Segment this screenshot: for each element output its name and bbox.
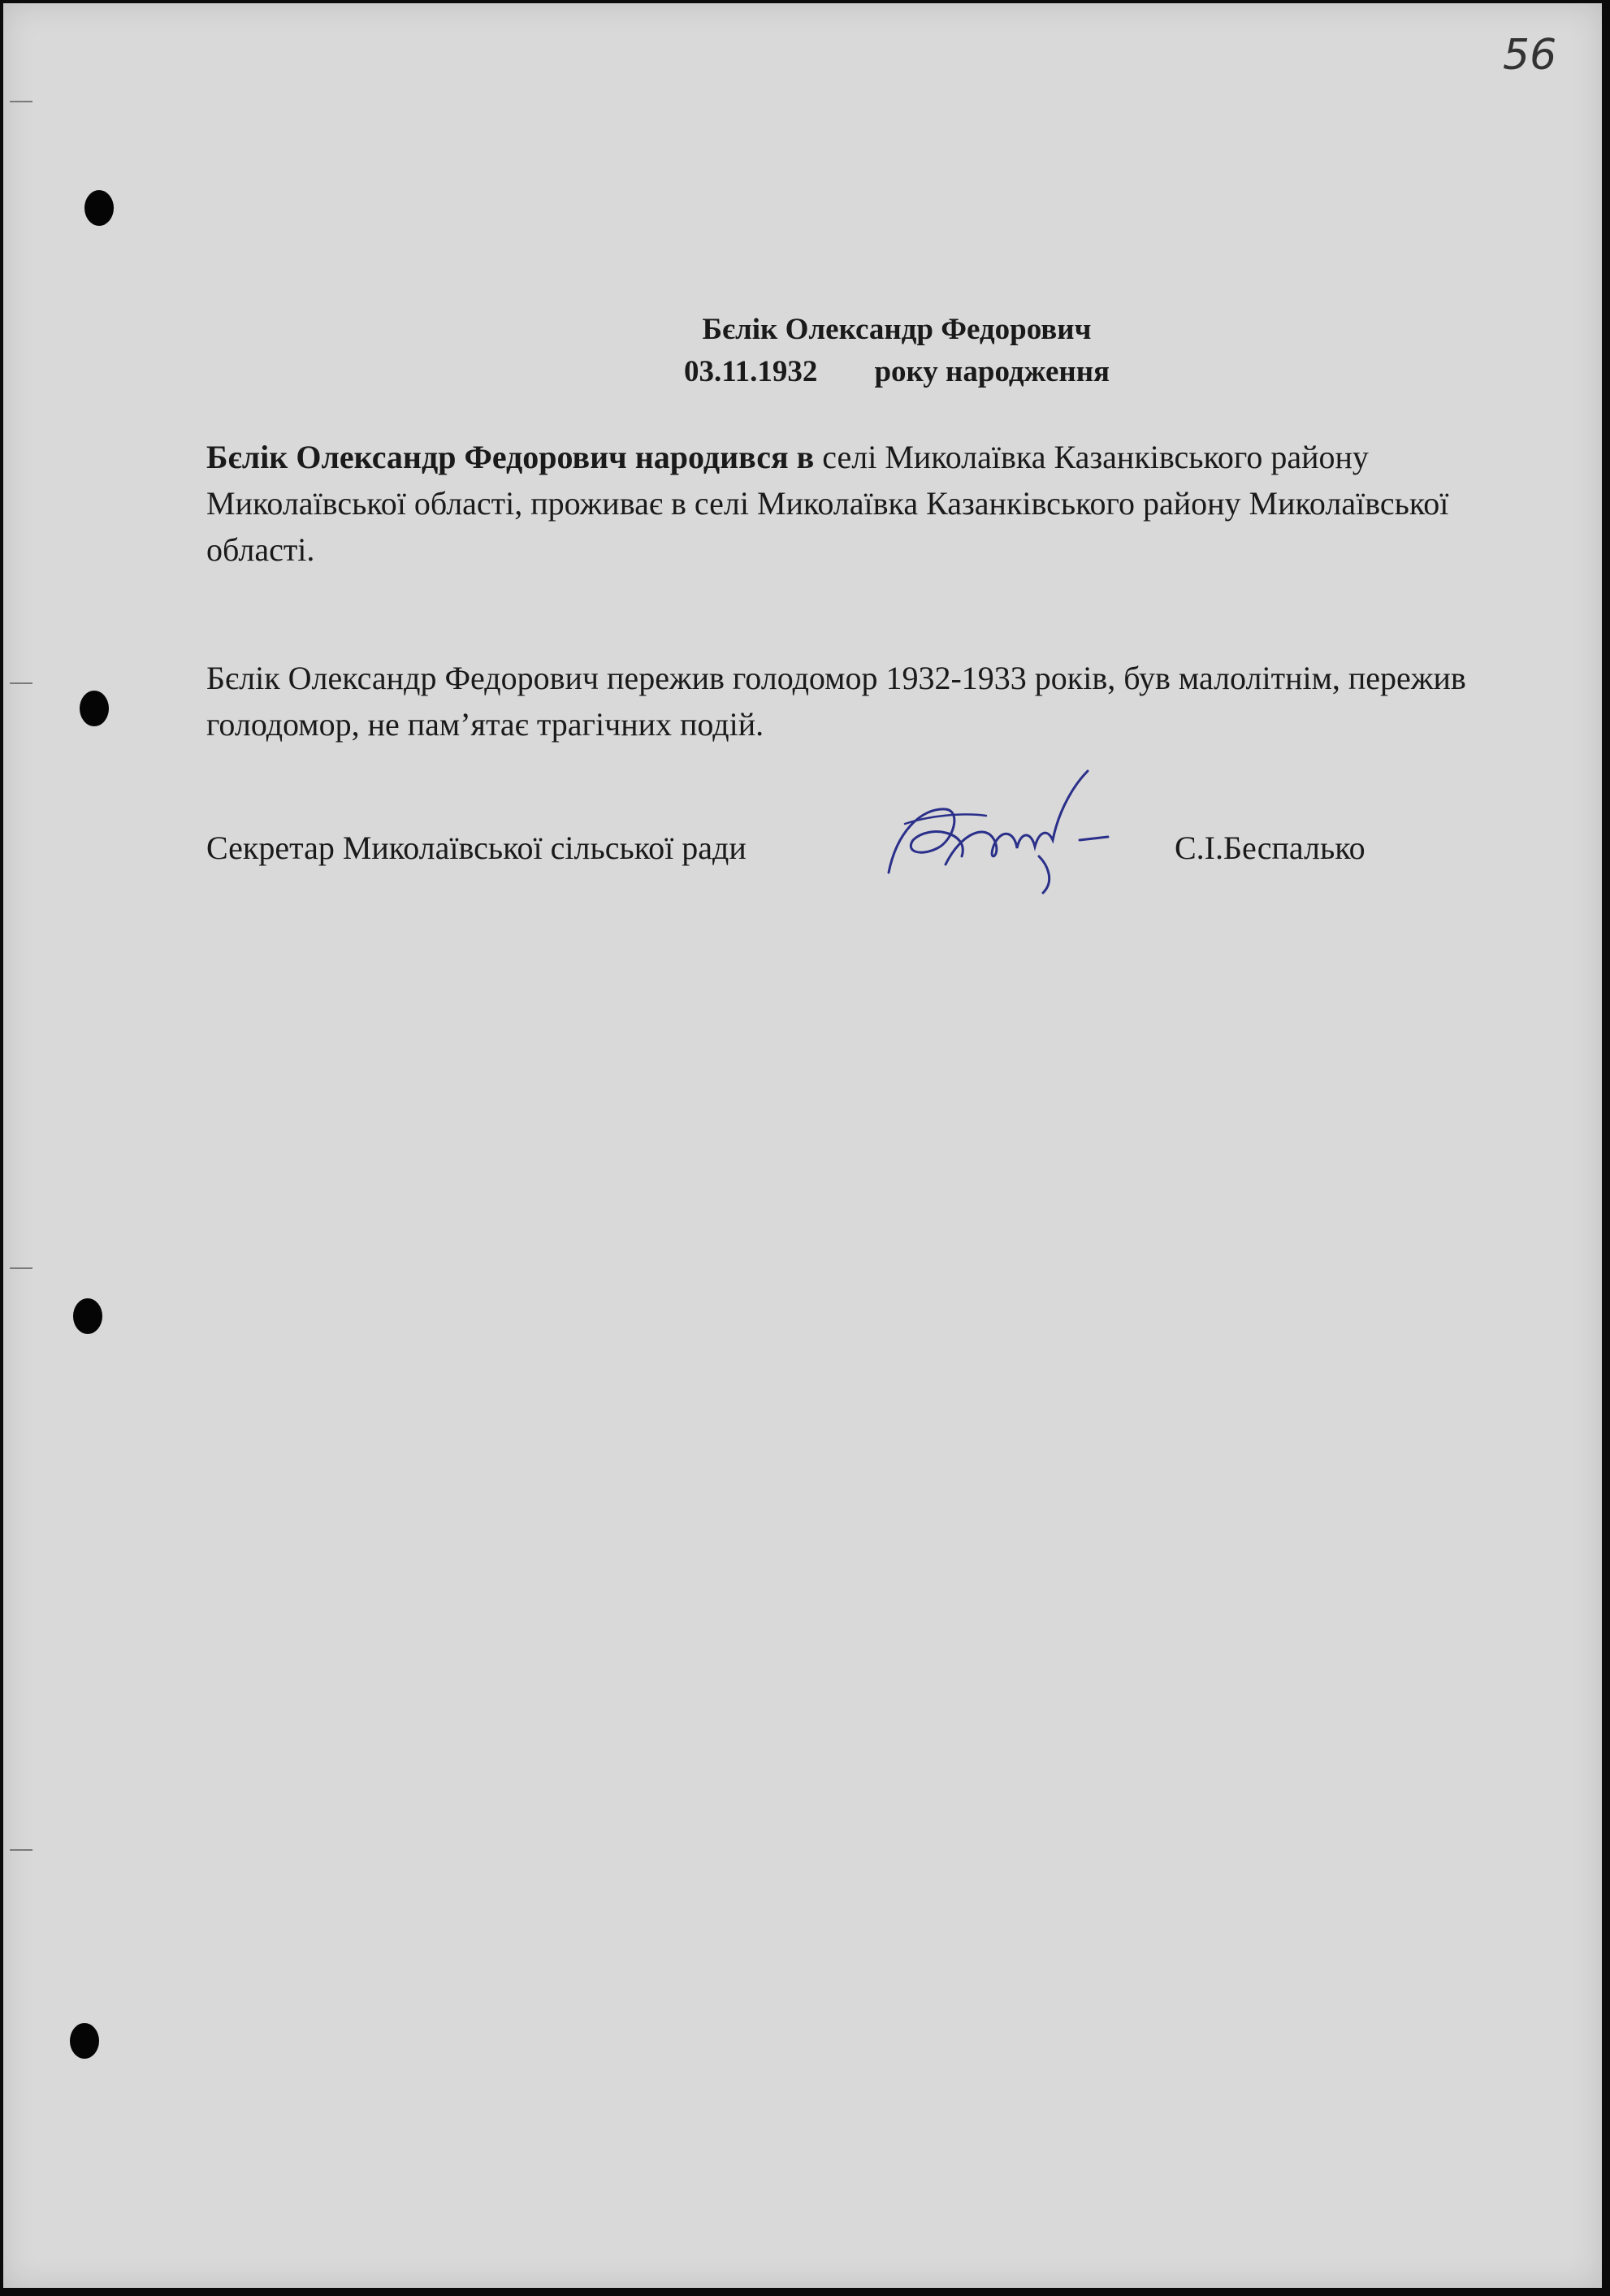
birth-date-line [3, 354, 1610, 389]
paragraph-text: селі Миколаївка Казанківського району Миколаївської області, проживає в селі Миколаївка Казанківського району Миколаївської області. [206, 439, 1449, 568]
punch-hole [80, 691, 109, 726]
margin-mark [10, 101, 32, 102]
document-title: Бєлік Олександр Федорович [702, 313, 1092, 346]
paragraph-bold-lead: Бєлік Олександр Федорович народився в [206, 439, 815, 475]
secretary-title: Секретар Миколаївської сільської ради [206, 830, 747, 866]
document-page [3, 3, 1602, 2288]
punch-hole [84, 190, 114, 226]
signer-name: С.І.Беспалько [1175, 830, 1365, 866]
margin-mark [10, 1267, 32, 1269]
margin-mark [10, 1849, 32, 1851]
punch-hole [73, 1298, 102, 1334]
margin-mark [10, 682, 32, 684]
holodomor-paragraph: Бєлік Олександр Федорович пережив голодомор 1932-1933 років, був малолітнім, пережив голодомор, не пам’ятає трагічних подій. [206, 660, 1466, 743]
birth-residence-paragraph [206, 434, 1474, 573]
punch-hole [70, 2023, 99, 2059]
birth-date-suffix: року народження [874, 355, 1110, 388]
birth-date: 03.11.1932 [683, 355, 818, 388]
page-number: 56 [1503, 31, 1557, 80]
handwritten-signature [872, 759, 1165, 897]
